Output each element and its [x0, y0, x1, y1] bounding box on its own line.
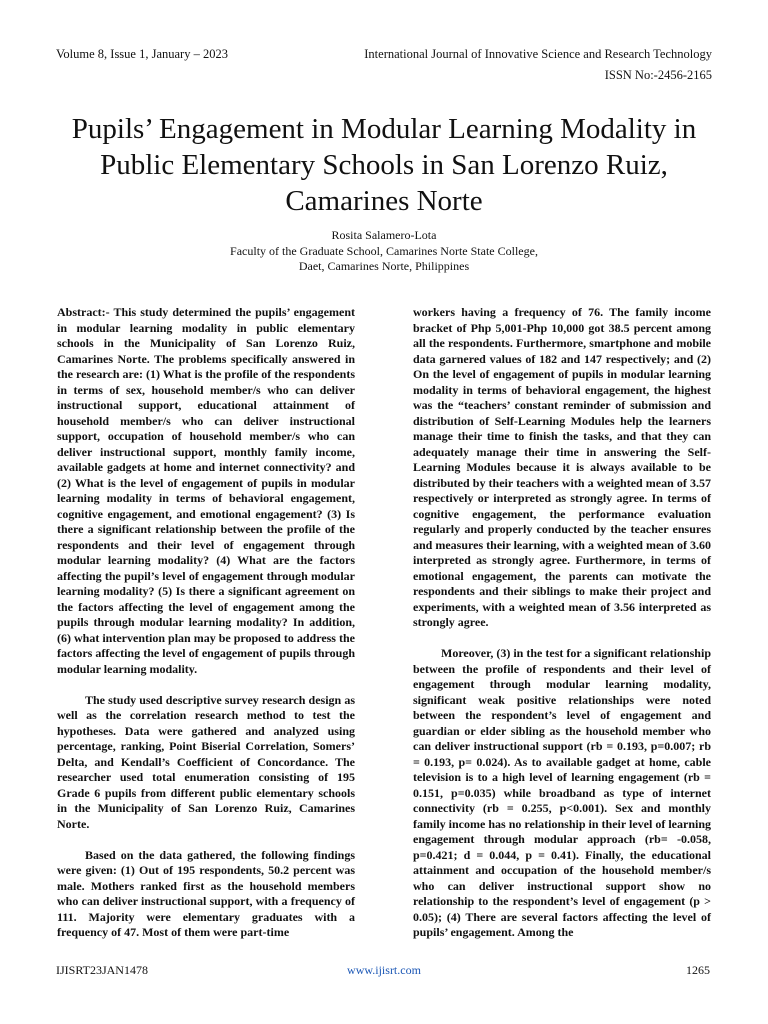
footer-url-link[interactable]: www.ijisrt.com — [347, 963, 421, 977]
header-journal: International Journal of Innovative Science and Research Technology — [364, 47, 712, 61]
header-issn: ISSN No:-2456-2165 — [604, 68, 712, 82]
relationship-paragraph: Moreover, (3) in the test for a significant relationship between the profile of respondents and their level of engagement through modular learning modality, significant weak positive relationships were noted between the respondent’s level of engagement and guardian or elder sibling as the household member who can deliver instructional support (rb = 0.193, p=0.007; rb = 0.193, p= 0.024). As to available gadget at home, cable television is to a high level of learning engagement (rb = 0.151, p=0.035) while broadband as type of internet connectivity (rb = 0.255, p<0.001). Sex and monthly family income has no relationship in their level of learning engagement through modular approach (rb= -0.058, p=0.421; d = 0.044, p = 0.41). Finally, the educational attainment and occupation of the household member/s who can deliver instructional support show no relationship to the respondent’s level of engagement (p > 0.05); (4) There are several factors affecting the level of pupils’ engagement. Among the — [413, 646, 711, 939]
author-affiliation-line1: Faculty of the Graduate School, Camarines Norte State College, — [230, 243, 538, 258]
author-name: Rosita Salamero-Lota — [331, 228, 437, 242]
findings-paragraph: Based on the data gathered, the following findings were given: (1) Out of 195 respondents, 50.2 percent was male. Mothers ranked first as the household members who can deliver instructional support, with a frequency of 111. Majority were elementary graduates with a frequency of 47. Most of them were part-time — [57, 847, 355, 939]
author-block — [0, 228, 768, 275]
header-volume: Volume 8, Issue 1, January – 2023 — [56, 47, 228, 61]
footer-page-number: 1265 — [686, 963, 710, 977]
findings-continued-paragraph: workers having a frequency of 76. The family income bracket of Php 5,001-Php 10,000 got 38.5 percent among all the respondents. Furthermore, smartphone and mobile data garnered values of 182 and 147 respectively; and (2) On the level of engagement of pupils in modular learning modality in terms of behavioral engagement, the highest was the “teachers’ constant reminder of submission and distribution of Self-Learning Modules help the learners manage their time to finish the tasks, and that they can adequately manage their time in answering the Self-Learning Modules because it is always available to be distributed by their teachers with a weighted mean of 3.57 respectively or interpreted as strongly agree. In terms of cognitive engagement, the performance evaluation regularly and properly conducted by the teacher ensures and measures their learning, with a weighted mean of 3.60 interpreted as strongly agree. Furthermore, in terms of emotional engagement, the parents can motivate the respondents and their siblings to make their project and experiments, with a weighted mean of 3.56 interpreted as strongly agree. — [413, 305, 711, 629]
abstract-paragraph: Abstract:- This study determined the pupils’ engagement in modular learning modality in public elementary schools in the Municipality of San Lorenzo Ruiz, Camarines Norte. The problems specifically answered in the research are: (1) What is the profile of the respondents in terms of sex, household member/s who can deliver instructional support, educational attainment of household member/s who can deliver instructional support, occupation of household member/s who can deliver instructional support, monthly family income, available gadgets at home and internet connectivity? and (2) What is the level of engagement of pupils in modular learning modality in terms of behavioral engagement, cognitive engagement, and emotional engagement? (3) Is there a significant relationship between the profile of the respondents and their level of engagement through modular learning modality? (4) What are the factors affecting the pupil’s level of engagement through modular learning modality? (5) Is there a significant agreement on the factors affecting the level of engagement among the pupils through modular learning modality? In addition, (6) what intervention plan may be proposed to address the factors affecting the level of engagement of pupils through modular learning modality. — [57, 305, 355, 676]
author-affiliation-line2: Daet, Camarines Norte, Philippines — [298, 259, 470, 273]
body-column-right — [413, 305, 711, 941]
footer-paper-id: IJISRT23JAN1478 — [56, 963, 148, 977]
methods-paragraph: The study used descriptive survey research design as well as the correlation research method to test the hypotheses. Data were gathered and analyzed using percentage, ranking, Point Biserial Correlation, Somers’ Delta, and Kendall’s Coefficient of Concordance. The researcher used total enumeration consisting of 195 Grade 6 pupils from different public elementary schools in the Municipality of San Lorenzo Ruiz, Camarines Norte. — [57, 692, 355, 831]
body-column-left — [57, 305, 355, 941]
paper-title: Pupils’ Engagement in Modular Learning Modality in Public Elementary Schools in San Lorenzo Ruiz, Camarines Norte — [71, 113, 697, 218]
